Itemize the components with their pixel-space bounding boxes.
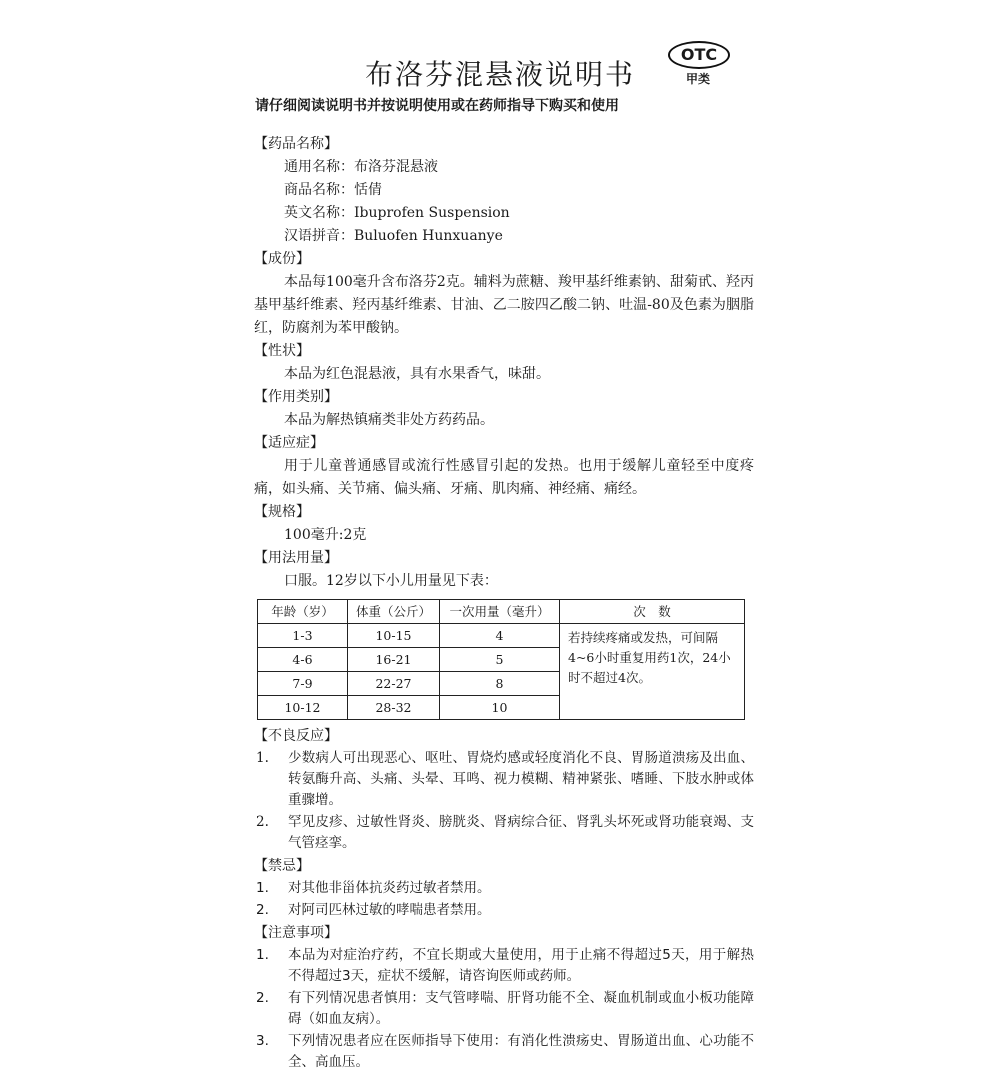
column-header: 次 数 xyxy=(560,600,745,624)
section-category xyxy=(254,386,754,432)
section-heading: 【药品名称】 xyxy=(254,136,338,152)
item-text: 对阿司匹林过敏的哮喘患者禁用。 xyxy=(288,902,491,918)
otc-badge: OTC xyxy=(668,41,730,69)
section-precautions xyxy=(254,922,754,1073)
item-text: 少数病人可出现恶心、呕吐、胃烧灼感或轻度消化不良、胃肠道溃疡及出血、转氨酶升高、头痛、头晕、耳鸣、视力模糊、精神紧张、嗜睡、下肢水肿或体重骤增。 xyxy=(288,750,754,808)
section-spec xyxy=(254,501,754,547)
section-heading: 【性状】 xyxy=(254,343,310,359)
section-heading: 【禁忌】 xyxy=(254,858,310,874)
item-text: 罕见皮疹、过敏性肾炎、膀胱炎、肾病综合征、肾乳头坏死或肾功能衰竭、支气管痉挛。 xyxy=(288,814,754,851)
dose-cell: 5 xyxy=(440,648,560,672)
item-number: 3. xyxy=(256,1033,269,1049)
frequency-note: 若持续疼痛或发热，可间隔4~6小时重复用药1次，24小时不超过4次。 xyxy=(560,624,745,720)
dosage-table xyxy=(257,599,745,720)
section-heading: 【规格】 xyxy=(254,504,310,520)
column-header: 一次用量（毫升） xyxy=(440,600,560,624)
indications-text: 用于儿童普通感冒或流行性感冒引起的发热。也用于缓解儿童轻至中度疼痛，如头痛、关节痛、偏头痛、牙痛、肌肉痛、神经痛、痛经。 xyxy=(254,458,754,497)
list-item xyxy=(254,748,754,811)
table-row xyxy=(258,624,745,648)
list-item xyxy=(254,878,754,899)
section-heading: 【作用类别】 xyxy=(254,389,338,405)
item-text: 对其他非甾体抗炎药过敏者禁用。 xyxy=(288,880,491,896)
section-contraindications xyxy=(254,855,754,921)
section-heading: 【注意事项】 xyxy=(254,925,338,941)
item-number: 1. xyxy=(256,947,269,963)
dosage-intro: 口服。12岁以下小儿用量见下表： xyxy=(284,573,498,589)
item-number: 1. xyxy=(256,880,269,896)
properties-text: 本品为红色混悬液，具有水果香气，味甜。 xyxy=(284,366,550,382)
document-subtitle: 请仔细阅读说明书并按说明使用或在药师指导下购买和使用 xyxy=(255,98,619,114)
item-text: 本品为对症治疗药，不宜长期或大量使用，用于止痛不得超过5天，用于解热不得超过3天，症状不缓解，请咨询医师或药师。 xyxy=(288,947,754,984)
weight-cell: 16-21 xyxy=(348,648,440,672)
weight-cell: 28-32 xyxy=(348,696,440,720)
section-heading: 【用法用量】 xyxy=(254,550,338,566)
item-number: 2. xyxy=(256,990,269,1006)
age-cell: 7-9 xyxy=(258,672,348,696)
pinyin-name: 汉语拼音：Buluofen Hunxuanye xyxy=(284,228,503,244)
list-item xyxy=(254,1031,754,1073)
section-adverse-reactions xyxy=(254,725,754,854)
leaflet-body xyxy=(254,133,754,1074)
item-text: 下列情况患者应在医师指导下使用：有消化性溃疡史、胃肠道出血、心功能不全、高血压。 xyxy=(288,1033,754,1070)
section-indications xyxy=(254,432,754,501)
section-properties xyxy=(254,340,754,386)
section-heading: 【适应症】 xyxy=(254,435,324,451)
column-header: 体重（公斤） xyxy=(348,600,440,624)
composition-text: 本品每100毫升含布洛芬2克。辅料为蔗糖、羧甲基纤维素钠、甜菊甙、羟丙基甲基纤维素、羟丙基纤维素、甘油、乙二胺四乙酸二钠、吐温-80及色素为胭脂红，防腐剂为苯甲酸钠。 xyxy=(254,274,754,336)
english-name: 英文名称：Ibuprofen Suspension xyxy=(284,205,510,221)
section-heading: 【成份】 xyxy=(254,251,310,267)
list-item xyxy=(254,945,754,987)
otc-class-label: 甲类 xyxy=(686,72,711,86)
dose-cell: 8 xyxy=(440,672,560,696)
trade-name: 商品名称：恬倩 xyxy=(284,182,382,198)
section-dosage xyxy=(254,547,754,720)
weight-cell: 22-27 xyxy=(348,672,440,696)
category-text: 本品为解热镇痛类非处方药药品。 xyxy=(284,412,494,428)
age-cell: 1-3 xyxy=(258,624,348,648)
item-number: 2. xyxy=(256,902,269,918)
list-item xyxy=(254,900,754,921)
item-number: 2. xyxy=(256,814,269,830)
generic-name: 通用名称：布洛芬混悬液 xyxy=(284,159,438,175)
section-drug-name xyxy=(254,133,754,248)
weight-cell: 10-15 xyxy=(348,624,440,648)
section-heading: 【不良反应】 xyxy=(254,728,338,744)
dose-cell: 10 xyxy=(440,696,560,720)
dose-cell: 4 xyxy=(440,624,560,648)
item-number: 1. xyxy=(256,750,269,766)
document-title: 布洛芬混悬液说明书 xyxy=(364,58,635,91)
list-item xyxy=(254,988,754,1030)
item-text: 有下列情况患者慎用：支气管哮喘、肝肾功能不全、凝血机制或血小板功能障碍（如血友病）。 xyxy=(288,990,754,1027)
list-item xyxy=(254,812,754,854)
age-cell: 4-6 xyxy=(258,648,348,672)
section-composition xyxy=(254,248,754,340)
column-header: 年龄（岁） xyxy=(258,600,348,624)
age-cell: 10-12 xyxy=(258,696,348,720)
spec-text: 100毫升:2克 xyxy=(284,527,367,543)
table-header-row xyxy=(258,600,745,624)
